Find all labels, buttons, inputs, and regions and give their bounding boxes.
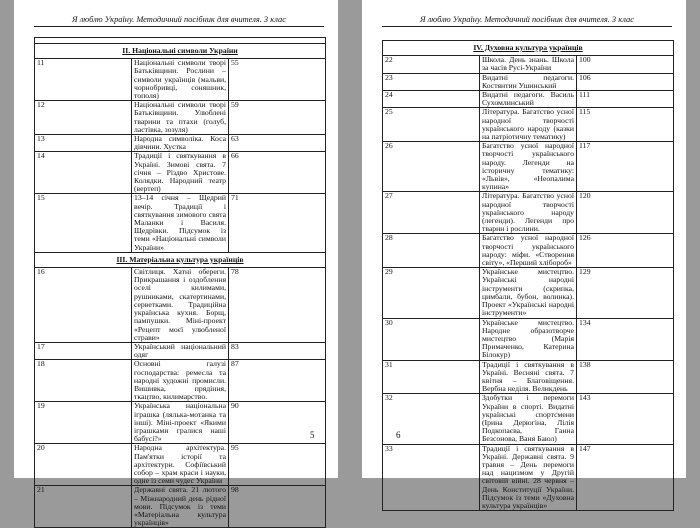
lesson-title: Український національний одяг	[132, 342, 229, 359]
lesson-title: Видатні педагоги. Василь Сухомлинський	[480, 91, 577, 108]
table-row	[383, 394, 674, 444]
lesson-page: 117	[577, 142, 674, 192]
lesson-number: 17	[35, 342, 132, 359]
contents-table-body	[383, 41, 674, 511]
table-row	[383, 234, 674, 268]
lesson-page: 71	[229, 194, 326, 252]
table-row	[35, 135, 326, 152]
lesson-title: Традиції і святкування в Україні. Державні свята. 9 травня – День перемоги над нацизмом у Другій світовій війні. 28 червня – День Конституції України. Підсумок із теми «Духовна культура українців»	[480, 444, 577, 511]
contents-table	[34, 37, 326, 528]
lesson-number: 23	[383, 73, 480, 90]
page-number: 6	[396, 430, 401, 440]
section-heading-cell	[35, 252, 326, 267]
table-row	[35, 342, 326, 359]
table-row	[383, 444, 674, 511]
table-row	[35, 268, 326, 343]
lesson-page: 138	[577, 360, 674, 394]
table-row	[35, 444, 326, 486]
section-heading-cell	[383, 41, 674, 56]
section-heading-row	[383, 41, 674, 56]
lesson-title: Національні символи творі Батьківщини. Улюблені тварини та птахи (голуб, ластівка, зозуля)	[132, 101, 229, 135]
contents-table	[382, 40, 674, 511]
lesson-number: 11	[35, 59, 132, 101]
table-row	[383, 318, 674, 360]
lesson-number: 29	[383, 268, 480, 318]
contents-table-body	[35, 38, 326, 528]
table-row	[35, 402, 326, 444]
lesson-page: 106	[577, 73, 674, 90]
lesson-page: 98	[229, 486, 326, 528]
table-row	[383, 108, 674, 142]
lesson-page: 55	[229, 59, 326, 101]
lesson-page: 59	[229, 101, 326, 135]
lesson-page: 126	[577, 234, 674, 268]
section-title: ІІІ. Матеріальна культура українців	[116, 254, 244, 264]
table-row	[383, 360, 674, 394]
lesson-page: 147	[577, 444, 674, 511]
lesson-page: 120	[577, 192, 674, 234]
lesson-title: Українське мистецтво. Народне образотворче мистецтво (Марія Примаченко, Катерина Білокур)	[480, 318, 577, 360]
lesson-page: 66	[229, 152, 326, 194]
lesson-page: 83	[229, 342, 326, 359]
running-header: Я люблю Україну. Методичний посібник для вчителя. 3 клас	[34, 15, 324, 27]
lesson-number: 22	[383, 56, 480, 73]
lesson-title: Світлиця. Хатні обереги. Прикрашання і оздоблення оселі килимами, рушниками, скатертинами, серветками. Традиційна українська кухня. Борщ, пампушки. Міні-проект «Рецепт моєї улюбленої страви»	[132, 268, 229, 343]
table-row	[383, 268, 674, 318]
lesson-title: Багатство усної народної творчості українського народу. Легенди на історичну тематику: «Львів», «Неопалима купина»	[480, 142, 577, 192]
lesson-title: Багатство усної народної творчості українського народу: міфи. «Створення світу», «Перший хлібороб»	[480, 234, 577, 268]
table-row	[383, 56, 674, 73]
lesson-page: 115	[577, 108, 674, 142]
lesson-title: Державні свята. 21 лютого – Міжнародний день рідної мови. Підсумок із теми «Матеріальна культура українців»	[132, 486, 229, 528]
lesson-number: 33	[383, 444, 480, 511]
lesson-page: 134	[577, 318, 674, 360]
lesson-title: Народна символіка. Коса дівчини. Хустка	[132, 135, 229, 152]
lesson-number: 13	[35, 135, 132, 152]
lesson-page: 63	[229, 135, 326, 152]
lesson-title: Традиції і святкування в Україні. Зимові свята. 7 січня – Різдво Христове. Колядки. Народний театр (вертеп)	[132, 152, 229, 194]
table-row	[383, 73, 674, 90]
lesson-page: 100	[577, 56, 674, 73]
table-row	[35, 486, 326, 528]
lesson-number: 12	[35, 101, 132, 135]
lesson-title: Здобутки і перемоги України в спорті. Видатні українські спортсмени (Ірина Дерюгіна, Лілія Подкопаєва, Ганна Безсонова, Ваня Баюл)	[480, 394, 577, 444]
table-row	[35, 194, 326, 252]
lesson-page: 143	[577, 394, 674, 444]
section-title: IV. Духовна культура українців	[473, 43, 583, 52]
lesson-title: Література. Багатство усної народної творчості українського народу (казки на патріотичну тематику)	[480, 108, 577, 142]
lesson-title: Українське мистецтво. Українські народні інструменти (скрипка, цимбали, бубон, волинка). Проект «Українські народні інструменти»	[480, 268, 577, 318]
lesson-number: 28	[383, 234, 480, 268]
lesson-number: 16	[35, 268, 132, 343]
lesson-number: 21	[35, 486, 132, 528]
lesson-page: 78	[229, 268, 326, 343]
lesson-title: 13–14 січня – Щедрий вечір. Традиції і святкування зимового свята Маланки і Василя. Щедрівки. Підсумок із теми «Національні символи України»	[132, 194, 229, 252]
lesson-title: Видатні педагоги. Костянтин Ушинський	[480, 73, 577, 90]
section-heading-row	[35, 252, 326, 267]
lesson-title: Народна архітектура. Пам'ятки історії та архітектури. Софіївський собор – храм краси і науки, одне із семи чудес України	[132, 444, 229, 486]
lesson-number: 30	[383, 318, 480, 360]
table-row	[35, 360, 326, 402]
lesson-number: 20	[35, 444, 132, 486]
page-number: 5	[310, 430, 315, 440]
table-row	[35, 59, 326, 101]
lesson-page: 90	[229, 402, 326, 444]
lesson-number: 15	[35, 194, 132, 252]
lesson-page: 129	[577, 268, 674, 318]
table-row	[383, 192, 674, 234]
lesson-title: Школа. День знань. Школа за часів Русі-України	[480, 56, 577, 73]
lesson-number: 19	[35, 402, 132, 444]
lesson-title: Література. Багатство усної народної творчості українського народу (легенди). Легенди про тварин і рослини.	[480, 192, 577, 234]
right-page	[362, 0, 686, 510]
lesson-page: 111	[577, 91, 674, 108]
lesson-number: 24	[383, 91, 480, 108]
lesson-number: 27	[383, 192, 480, 234]
table-row	[35, 152, 326, 194]
lesson-page: 95	[229, 444, 326, 486]
lesson-number: 14	[35, 152, 132, 194]
lesson-title: Традиції і святкування в Україні. Весняні свята. 7 квітня – Благовіщення. Вербна неділя. Великдень	[480, 360, 577, 394]
lesson-page: 87	[229, 360, 326, 402]
lesson-number: 25	[383, 108, 480, 142]
lesson-title: Українська національна іграшка (лялька-мотанка та інші). Міні-проект «Якими іграшками гралися наші бабусі?»	[132, 402, 229, 444]
table-row	[383, 142, 674, 192]
running-header: Я люблю Україну. Методичний посібник для вчителя. 3 клас	[382, 15, 672, 27]
table-row	[35, 101, 326, 135]
lesson-number: 32	[383, 394, 480, 444]
lesson-title: Основні галузі господарства: ремесла та народні художні промисли. Вишивка, прядіння, ткацтво, килимарство.	[132, 360, 229, 402]
lesson-number: 18	[35, 360, 132, 402]
lesson-title: Національні символи творі Батьківщини. Рослини – символи українців (мальви, чорнобривці, соняшник, тополя)	[132, 59, 229, 101]
lesson-number: 26	[383, 142, 480, 192]
section-heading-row	[35, 44, 326, 59]
section-heading-cell	[35, 44, 326, 59]
section-title: ІІ. Національні символи України	[122, 46, 238, 55]
table-row	[383, 91, 674, 108]
lesson-number: 31	[383, 360, 480, 394]
left-page	[14, 0, 338, 528]
